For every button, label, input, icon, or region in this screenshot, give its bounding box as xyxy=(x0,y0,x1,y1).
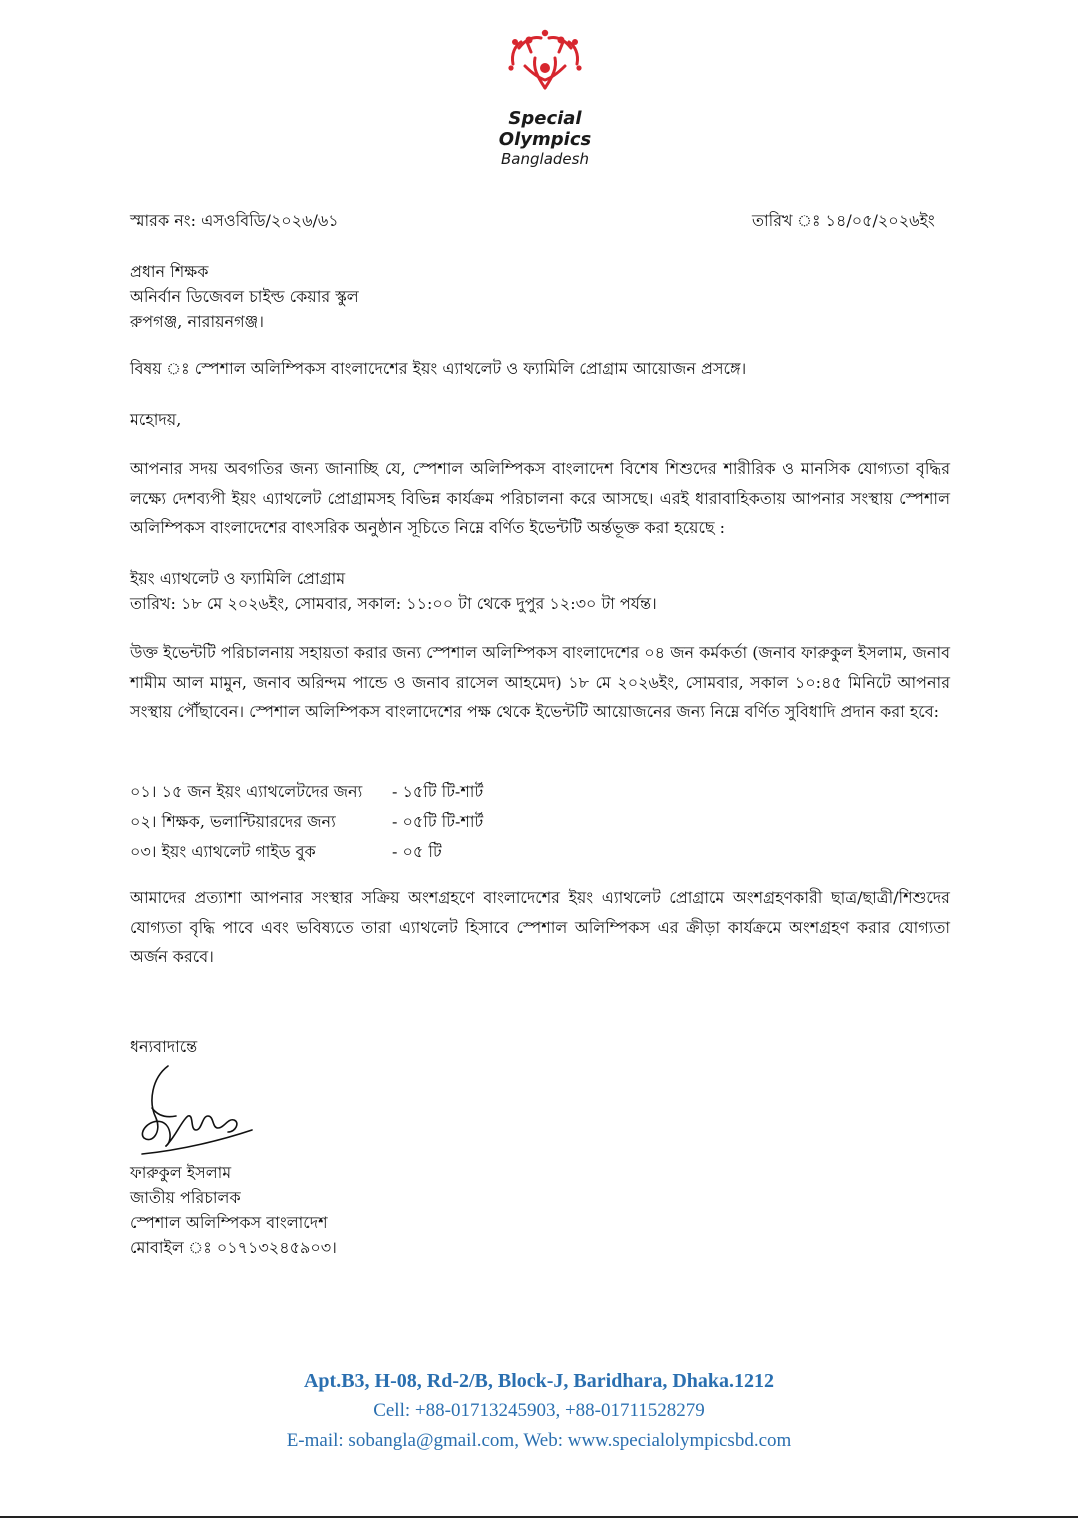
footer-phone: Cell: +88-01713245903, +88-01711528279 xyxy=(373,1400,705,1421)
item-value: - ০৫টি টি-শার্ট xyxy=(392,812,484,831)
memo-reference: স্মারক নং: এসওবিডি/২০২৬/৬১ xyxy=(130,211,339,230)
item-label: ০২। শিক্ষক, ভলান্টিয়ারদের জন্য xyxy=(130,812,336,831)
signature-image xyxy=(132,1058,262,1158)
recipient-institution: অনির্বান ডিজেবল চাইল্ড কেয়ার স্কুল xyxy=(130,287,359,306)
body-paragraph-3: আমাদের প্রত্যাশা আপনার সংস্থার সক্রিয় অংশগ্রহণে বাংলাদেশের ইয়ং এ্যাথলেট প্রোগ্রামে অংশগ্রহণকারী ছাত্র/ছাত্রী/শিশুদের যোগ্যতা বৃদ্ধি পাবে এবং ভবিষ্যতে তারা এ্যাথলেট হিসাবে স্পেশাল অলিম্পিকস এর ক্রীড়া কার্যক্রমে অংশগ্রহণ করার যোগ্যতা অর্জন করবে। xyxy=(130,888,950,966)
list-item xyxy=(130,807,483,837)
special-olympics-emblem-icon xyxy=(505,28,585,102)
signatory-title: জাতীয় পরিচালক xyxy=(130,1188,241,1207)
item-value: - ০৫ টি xyxy=(392,842,442,861)
logo-text-special: Special xyxy=(508,108,582,129)
memo-date: তারিখ ঃ ১৪/০৫/২০২৬ইং xyxy=(752,211,935,230)
logo-text-olympics: Olympics xyxy=(498,129,592,150)
salutation: মহোদয়, xyxy=(130,410,182,429)
recipient-address: রুপগঞ্জ, নারায়নগঞ্জ। xyxy=(130,312,264,331)
item-value: - ১৫টি টি-শার্ট xyxy=(392,782,484,801)
list-item xyxy=(130,837,483,867)
body-paragraph-1: আপনার সদয় অবগতির জন্য জানাচ্ছি যে, স্পেশাল অলিম্পিকস বাংলাদেশ বিশেষ শিশুদের শারীরিক ও মানসিক যোগ্যতা বৃদ্ধির লক্ষ্যে দেশব্যপী ইয়ং এ্যাথলেট প্রোগ্রামসহ বিভিন্ন কার্যক্রম পরিচালনা করে আসছে। এরই ধারাবাহিকতায় আপনার সংস্থায় স্পেশাল অলিম্পিকস বাংলাদেশের বাৎসরিক অনুষ্ঠান সূচিতে নিম্নে বর্ণিত ইভেন্টটি অর্ন্তভূক্ত করা হয়েছে : xyxy=(130,459,950,537)
item-label: ০১। ১৫ জন ইয়ং এ্যাথলেটদের জন্য xyxy=(130,782,363,801)
letter-subject: বিষয় ঃ স্পেশাল অলিম্পিকস বাংলাদেশের ইয়ং এ্যাথলেট ও ফ্যামিলি প্রোগ্রাম আয়োজন প্রসঙ্গে। xyxy=(130,359,747,378)
item-label: ০৩। ইয়ং এ্যাথলেট গাইড বুক xyxy=(130,842,316,861)
footer-address: Apt.B3, H-08, Rd-2/B, Block-J, Baridhara, Dhaka.1212 xyxy=(303,1370,775,1392)
event-date: তারিখ: ১৮ মে ২০২৬ইং, সোমবার, সকাল: ১১:০০ টা থেকে দুপুর ১২:৩০ টা পর্যন্ত। xyxy=(130,594,657,613)
footer-email-web: E-mail: sobangla@gmail.com, Web: www.specialolympicsbd.com xyxy=(286,1430,792,1451)
event-name: ইয়ং এ্যাথলেট ও ফ্যামিলি প্রোগ্রাম xyxy=(130,569,346,588)
recipient-designation: প্রধান শিক্ষক xyxy=(130,262,209,281)
body-paragraph-2: উক্ত ইভেন্টটি পরিচালনায় সহায়তা করার জন্য স্পেশাল অলিম্পিকস বাংলাদেশের ০৪ জন কর্মকর্তা (জনাব ফারুকুল ইসলাম, জনাব শামীম আল মামুন, জনাব অরিন্দম পান্ডে ও জনাব রাসেল আহমেদ) ১৮ মে ২০২৬ইং, সোমবার, সকাল ১০:৪৫ মিনিটে আপনার সংস্থায় পৌঁছাবেন। স্পেশাল অলিম্পিকস বাংলাদেশের পক্ষ থেকে ইভেন্টটি আয়োজনের জন্য নিম্নে বর্ণিত সুবিধাদি প্রদান করা হবে: xyxy=(130,643,950,721)
bottom-divider xyxy=(0,1516,1078,1518)
list-item xyxy=(130,777,483,807)
closing: ধন্যবাদান্তে xyxy=(130,1037,198,1056)
signatory-mobile: মোবাইল ঃ ০১৭১৩২৪৫৯০৩। xyxy=(130,1238,337,1257)
signatory-organization: স্পেশাল অলিম্পিকস বাংলাদেশ xyxy=(130,1213,328,1232)
signatory-name: ফারুকুল ইসলাম xyxy=(130,1163,232,1182)
logo-text-bangladesh: Bangladesh xyxy=(501,150,589,168)
facilities-list xyxy=(130,777,483,867)
org-logo xyxy=(470,28,620,173)
